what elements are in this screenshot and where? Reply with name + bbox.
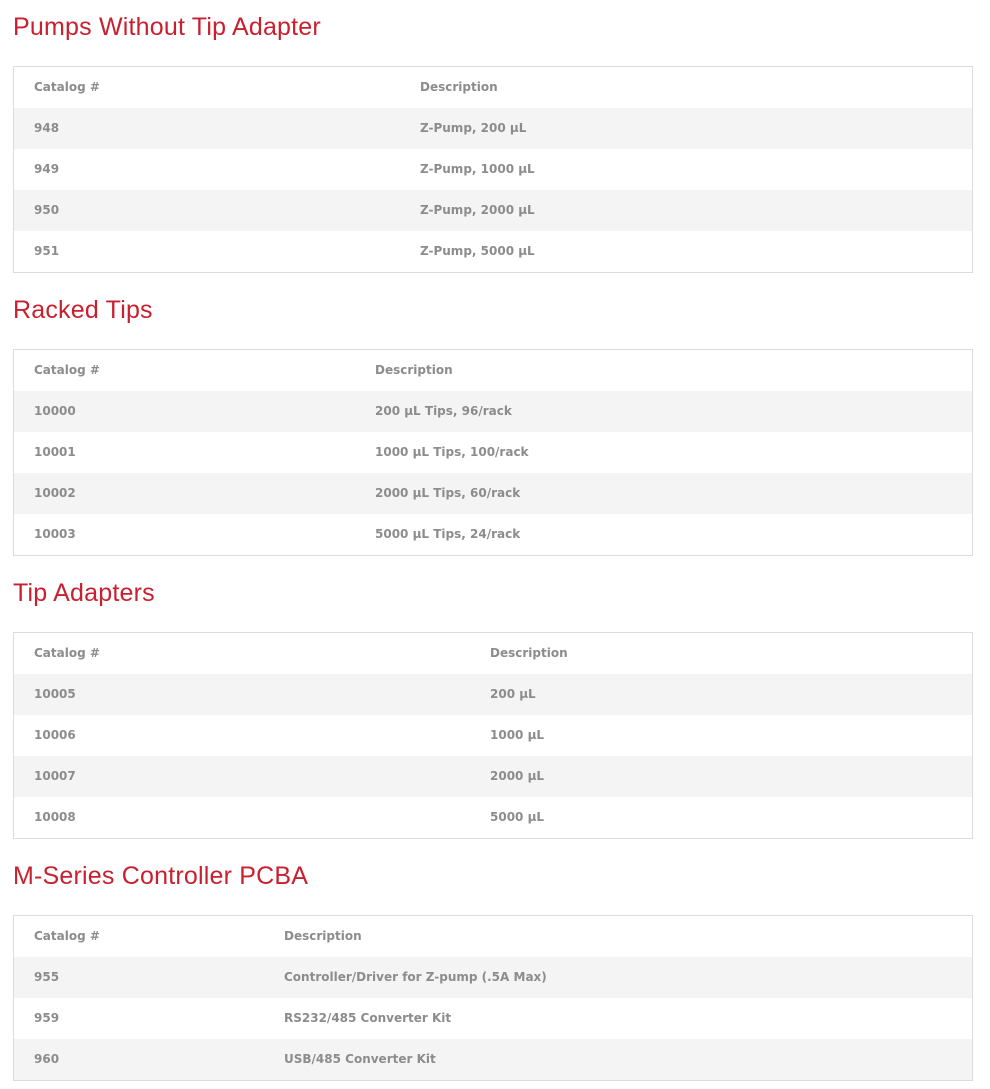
description: Z-Pump, 1000 µL	[420, 162, 535, 176]
catalog-number: 10000	[34, 404, 76, 418]
description-header: Description	[490, 646, 568, 660]
table-row	[14, 108, 972, 149]
table-row	[14, 190, 972, 231]
description: Z-Pump, 2000 µL	[420, 203, 535, 217]
table-header-row	[14, 67, 972, 108]
catalog-number: 955	[34, 970, 60, 984]
catalog-number: 960	[34, 1052, 60, 1066]
table-row	[14, 473, 972, 514]
description: RS232/485 Converter Kit	[284, 1011, 452, 1025]
description: 1000 µL Tips, 100/rack	[375, 445, 529, 459]
table-header-row	[14, 916, 972, 957]
description-header: Description	[284, 929, 362, 943]
section-title-controller-pcba: M-Series Controller PCBA	[13, 862, 309, 890]
catalog-number: 10007	[34, 769, 76, 783]
description: 5000 µL Tips, 24/rack	[375, 527, 521, 541]
section-title-racked-tips: Racked Tips	[13, 296, 153, 324]
section-title-pumps: Pumps Without Tip Adapter	[13, 13, 321, 41]
pumps-table	[13, 66, 973, 273]
description: 200 µL	[490, 687, 536, 701]
description: 200 µL Tips, 96/rack	[375, 404, 512, 418]
table-row	[14, 432, 972, 473]
description: 2000 µL	[490, 769, 545, 783]
catalog-number: 948	[34, 121, 60, 135]
table-row	[14, 514, 972, 555]
description: 5000 µL	[490, 810, 545, 824]
description: 1000 µL	[490, 728, 545, 742]
catalog-number: 950	[34, 203, 60, 217]
racked-tips-table	[13, 349, 973, 556]
table-row	[14, 674, 972, 715]
catalog-header: Catalog #	[34, 363, 100, 377]
catalog-number: 10006	[34, 728, 76, 742]
table-row	[14, 756, 972, 797]
table-row	[14, 797, 972, 838]
catalog-number: 10008	[34, 810, 76, 824]
description: Controller/Driver for Z-pump (.5A Max)	[284, 970, 547, 984]
description-header: Description	[420, 80, 498, 94]
description: Z-Pump, 200 µL	[420, 121, 527, 135]
catalog-number: 959	[34, 1011, 60, 1025]
catalog-number: 10005	[34, 687, 76, 701]
table-row	[14, 715, 972, 756]
table-row	[14, 1039, 972, 1080]
table-row	[14, 231, 972, 272]
description: Z-Pump, 5000 µL	[420, 244, 535, 258]
catalog-number: 10003	[34, 527, 76, 541]
table-header-row	[14, 633, 972, 674]
catalog-number: 951	[34, 244, 60, 258]
description: USB/485 Converter Kit	[284, 1052, 436, 1066]
catalog-header: Catalog #	[34, 80, 100, 94]
controller-pcba-table	[13, 915, 973, 1081]
catalog-number: 10001	[34, 445, 76, 459]
description: 2000 µL Tips, 60/rack	[375, 486, 521, 500]
table-row	[14, 391, 972, 432]
catalog-header: Catalog #	[34, 929, 100, 943]
table-row	[14, 998, 972, 1039]
description-header: Description	[375, 363, 453, 377]
table-row	[14, 957, 972, 998]
table-row	[14, 149, 972, 190]
catalog-number: 949	[34, 162, 60, 176]
catalog-number: 10002	[34, 486, 76, 500]
table-header-row	[14, 350, 972, 391]
tip-adapters-table	[13, 632, 973, 839]
section-title-tip-adapters: Tip Adapters	[13, 579, 155, 607]
catalog-header: Catalog #	[34, 646, 100, 660]
